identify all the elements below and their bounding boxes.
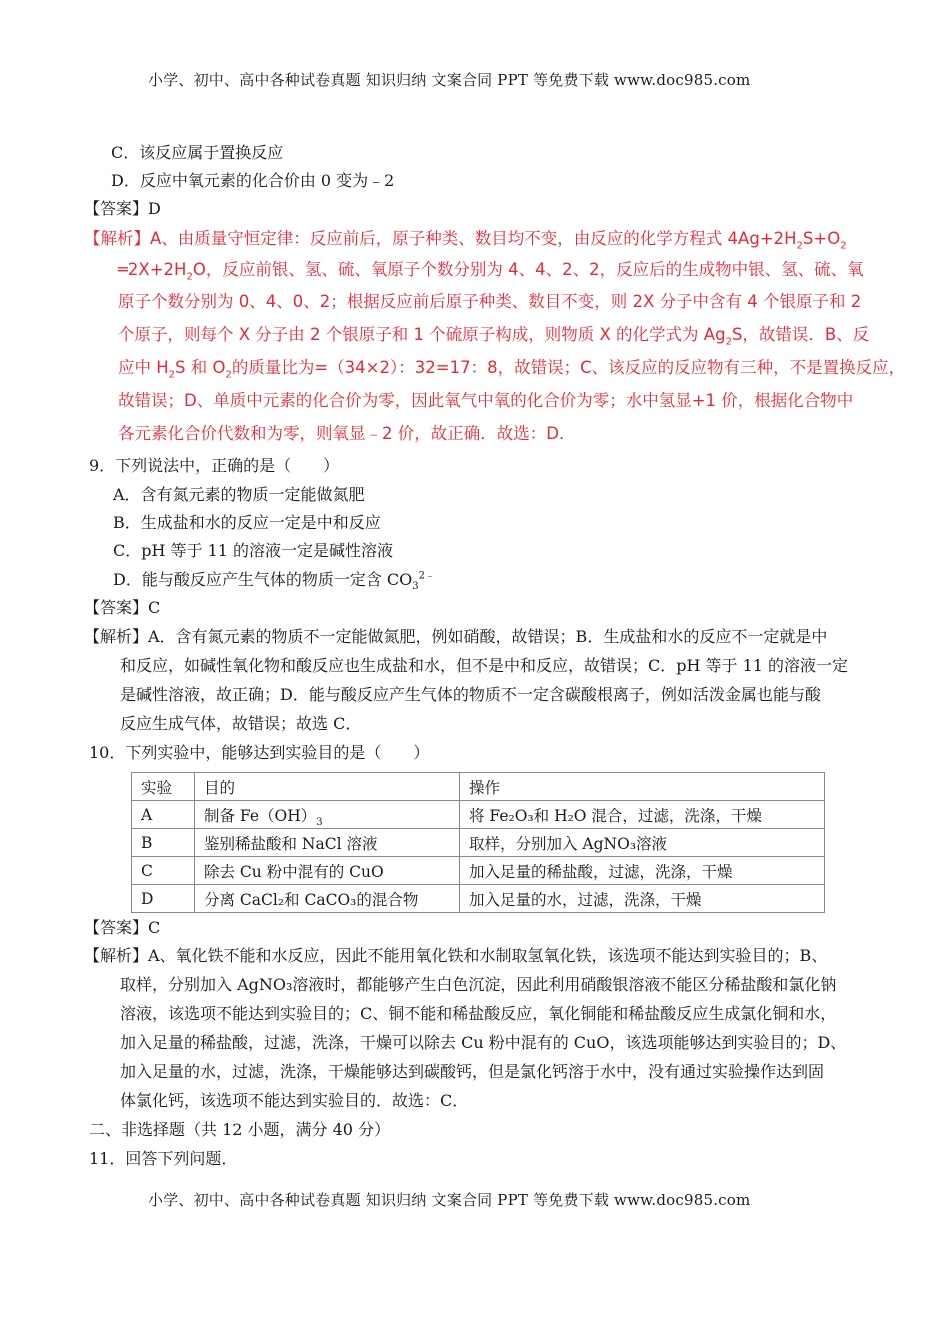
table-header-row xyxy=(132,773,825,801)
table-cell: 制备 $Fe(OH)_3$ xyxy=(195,801,460,829)
table-cell: 加入足量的稀盐酸，过滤，洗涤，干燥 xyxy=(460,857,825,885)
q10-analysis-line-3: 溶液，该选项不能达到实验目的；C、铜不能和稀盐酸反应，氧化铜能和稀盐酸反应生成氯化铜和水， xyxy=(120,1004,837,1023)
table-row xyxy=(132,885,825,913)
section-2-title: 二、非选择题（共 12 小题，满分 40 分） xyxy=(89,1120,391,1139)
table-cell: 将 Fe₂O₃和 H₂O 混合，过滤，洗涤，干燥 xyxy=(460,801,825,829)
table-cell: B xyxy=(132,829,195,857)
table-cell: 鉴别稀盐酸和 NaCl 溶液 xyxy=(195,829,460,857)
q9-answer: 【答案】C xyxy=(84,598,161,617)
q11-stem: 11．回答下列问题． xyxy=(89,1149,238,1168)
q10-analysis-line-5: 加入足量的水，过滤，洗涤，干燥能够达到碳酸钙，但是氯化钙溶于水中，没有通过实验操作达到固 xyxy=(120,1062,825,1081)
table-header-cell: 实验 xyxy=(132,773,195,801)
q8-analysis-line-5: 应中 $H_2S$ 和 $O_2$的质量比为=（34×2）：32=17：8，故错误；C、该反应的反应物有三种，不是置换反应， xyxy=(118,358,906,381)
q10-analysis-line-6: 体氯化钙，该选项不能达到实验目的．故选：C． xyxy=(120,1091,469,1110)
q8-analysis-line-4: 个原子，则每个 X 分子由 2 个银原子和 1 个硫原子构成，则物质 X 的化学式为 $Ag_2S$，故错误．B、反 xyxy=(118,325,870,348)
q8-analysis-line-1: 【解析】A、由质量守恒定律：反应前后，原子种类、数目均不变，由反应的化学方程式 $4Ag+2H_2S+O_2$ xyxy=(84,229,847,252)
experiment-table xyxy=(131,772,825,913)
q9-option-b: B．生成盐和水的反应一定是中和反应 xyxy=(113,513,381,532)
q8-option-c: C．该反应属于置换反应 xyxy=(111,143,284,162)
q9-option-c: C．pH 等于 11 的溶液一定是碱性溶液 xyxy=(113,541,394,560)
q8-analysis-line-7: 各元素化合价代数和为零，则氧显﹣2 价，故正确．故选：D． xyxy=(118,424,576,443)
q9-analysis-line-4: 反应生成气体，故错误；故选 C． xyxy=(120,714,362,733)
q9-stem: 9．下列说法中，正确的是（ ） xyxy=(89,456,340,475)
q9-option-d: D．能与酸反应产生气体的物质一定含 $CO_3^{2﹣}$ xyxy=(113,570,436,593)
table-row xyxy=(132,801,825,829)
page-footer: 小学、初中、高中各种试卷真题 知识归纳 文案合同 PPT 等免费下载 www.doc985.com xyxy=(148,1191,751,1209)
q8-analysis-line-3: 原子个数分别为 0、4、0、2；根据反应前后原子种类、数目不变，则 2X 分子中含有 4 个银原子和 2 xyxy=(118,292,862,311)
q10-analysis-line-2: 取样，分别加入 AgNO₃溶液时，都能够产生白色沉淀，因此利用硝酸银溶液不能区分稀盐酸和氯化钠 xyxy=(120,975,837,994)
table-cell: 分离 CaCl₂和 CaCO₃的混合物 xyxy=(195,885,460,913)
table-row xyxy=(132,829,825,857)
table-cell: 取样，分别加入 AgNO₃溶液 xyxy=(460,829,825,857)
q9-analysis-line-1: 【解析】A．含有氮元素的物质不一定能做氮肥，例如硝酸，故错误；B．生成盐和水的反应不一定就是中 xyxy=(84,627,828,646)
q8-analysis-line-2: $═2X+2H_2O$，反应前银、氢、硫、氧原子个数分别为 4、4、2、2，反应后的生成物中银、氢、硫、氧 xyxy=(118,260,864,283)
q10-answer: 【答案】C xyxy=(84,918,161,937)
table-cell: 除去 Cu 粉中混有的 CuO xyxy=(195,857,460,885)
page-header: 小学、初中、高中各种试卷真题 知识归纳 文案合同 PPT 等免费下载 www.doc985.com xyxy=(148,71,751,89)
q9-analysis-line-3: 是碱性溶液，故正确；D．能与酸反应产生气体的物质不一定含碳酸根离子，例如活泼金属也能与酸 xyxy=(120,685,821,704)
q10-analysis-line-4: 加入足量的稀盐酸，过滤，洗涤，干燥可以除去 Cu 粉中混有的 CuO，该选项能够达到实验目的；D、 xyxy=(120,1033,847,1052)
q9-option-a: A．含有氮元素的物质一定能做氮肥 xyxy=(113,485,365,504)
q8-answer: 【答案】D xyxy=(84,199,161,218)
q8-analysis-line-6: 故错误；D、单质中元素的化合价为零，因此氧气中氧的化合价为零；水中氢显+1 价，根据化合物中 xyxy=(118,391,854,410)
q10-stem: 10．下列实验中，能够达到实验目的是（ ） xyxy=(89,743,430,762)
table-cell: C xyxy=(132,857,195,885)
q9-analysis-line-2: 和反应，如碱性氧化物和酸反应也生成盐和水，但不是中和反应，故错误；C．pH 等于 11 的溶液一定 xyxy=(120,656,849,675)
table-cell: A xyxy=(132,801,195,829)
table-row xyxy=(132,857,825,885)
q10-analysis-line-1: 【解析】A、氧化铁不能和水反应，因此不能用氧化铁和水制取氢氧化铁，该选项不能达到实验目的；B、 xyxy=(84,946,828,965)
table-header-cell: 目的 xyxy=(195,773,460,801)
q8-option-d: D．反应中氧元素的化合价由 0 变为﹣2 xyxy=(111,171,395,190)
table-cell: D xyxy=(132,885,195,913)
table-cell: 加入足量的水，过滤，洗涤，干燥 xyxy=(460,885,825,913)
table-header-cell: 操作 xyxy=(460,773,825,801)
